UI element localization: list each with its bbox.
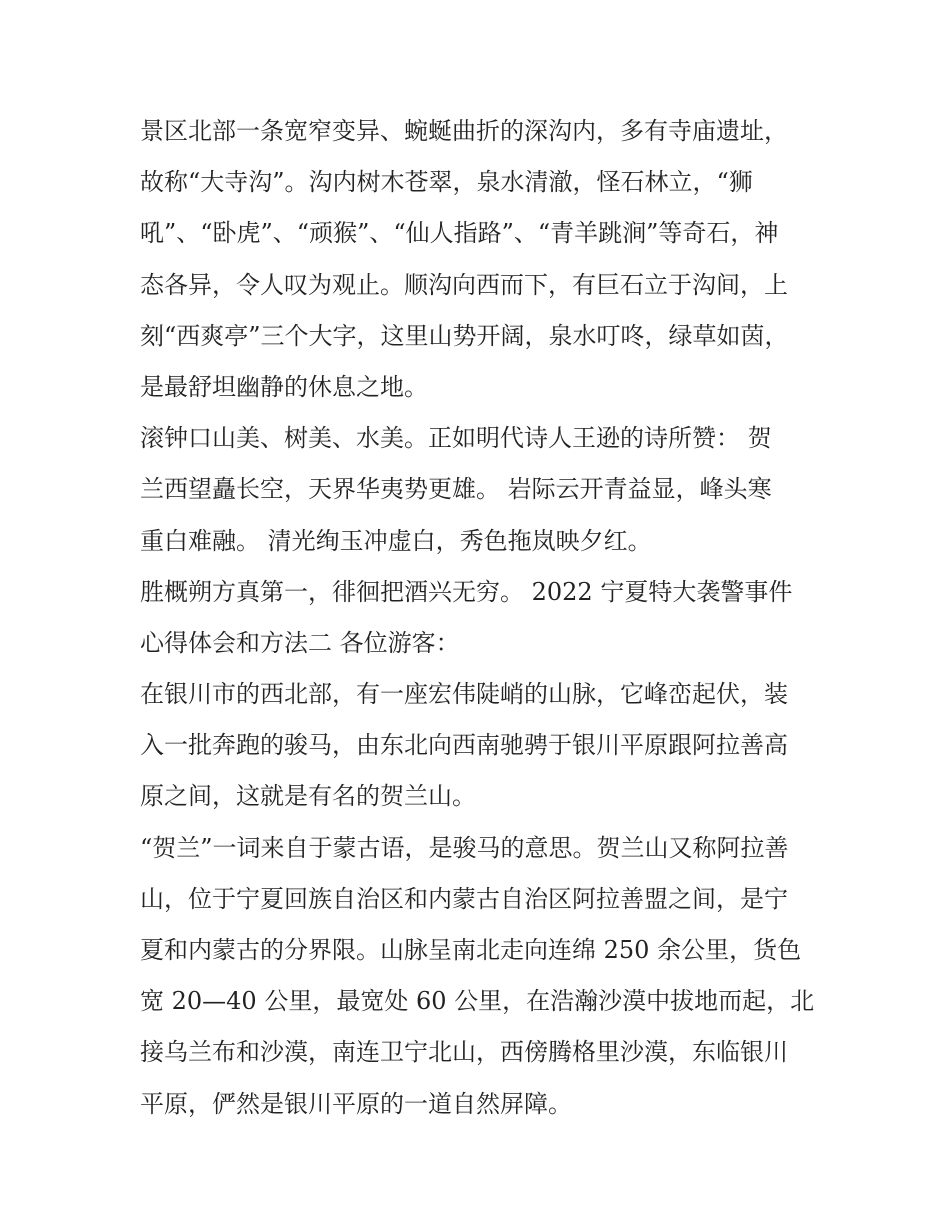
- text-line: 刻“西爽亭”三个大字，这里山势开阔，泉水叮咚，绿草如茵，: [140, 321, 789, 350]
- text-line: 景区北部一条宽窄变异、蜿蜒曲折的深沟内，多有寺庙遗址，: [140, 117, 788, 145]
- text-line: 态各异，令人叹为观止。顺沟向西而下，有巨石立于沟间，上: [140, 270, 788, 299]
- text-line: 心得体会和方法二 各位游客：: [140, 628, 460, 657]
- text-line: 接乌兰布和沙漠，南连卫宁北山，西傍腾格里沙漠，东临银川: [140, 1038, 788, 1067]
- text-line: 是最舒坦幽静的休息之地。: [140, 372, 428, 401]
- document-body: [140, 106, 820, 1130]
- text-line: 故称“大寺沟”。沟内树木苍翠，泉水清澈，怪石林立，“狮: [140, 168, 753, 197]
- text-line: 滚钟口山美、树美、水美。正如明代诗人王逊的诗所赞： 贺: [140, 424, 772, 453]
- text-line: 在银川市的西北部，有一座宏伟陡峭的山脉，它峰峦起伏，装: [140, 680, 788, 709]
- text-line: 宽 20—40 公里，最宽处 60 公里，在浩瀚沙漠中拔地而起，北: [140, 987, 815, 1016]
- text-line: 山，位于宁夏回族自治区和内蒙古自治区阿拉善盟之间，是宁: [140, 884, 788, 913]
- text-line: 兰西望矗长空，天界华夷势更雄。 岩际云开青益显，峰头寒: [140, 475, 772, 504]
- text-line: 入一批奔跑的骏马，由东北向西南驰骋于银川平原跟阿拉善高: [140, 731, 788, 760]
- text-line: 胜概朔方真第一，徘徊把酒兴无穷。 2022 宁夏特大袭警事件: [140, 577, 793, 606]
- text-line: 平原，俨然是银川平原的一道自然屏障。: [140, 1089, 572, 1118]
- text-line: 吼”、“卧虎”、“顽猴”、“仙人指路”、“青羊跳涧”等奇石，神: [140, 219, 779, 248]
- text-line: 原之间，这就是有名的贺兰山。: [140, 782, 476, 811]
- text-line: 夏和内蒙古的分界限。山脉呈南北走向连绵 250 余公里，货色: [140, 936, 802, 964]
- text-line: 重白难融。 清光绚玉冲虚白，秀色拖岚映夕红。: [140, 526, 652, 555]
- text-line: “贺兰”一词来自于蒙古语，是骏马的意思。贺兰山又称阿拉善: [140, 833, 789, 862]
